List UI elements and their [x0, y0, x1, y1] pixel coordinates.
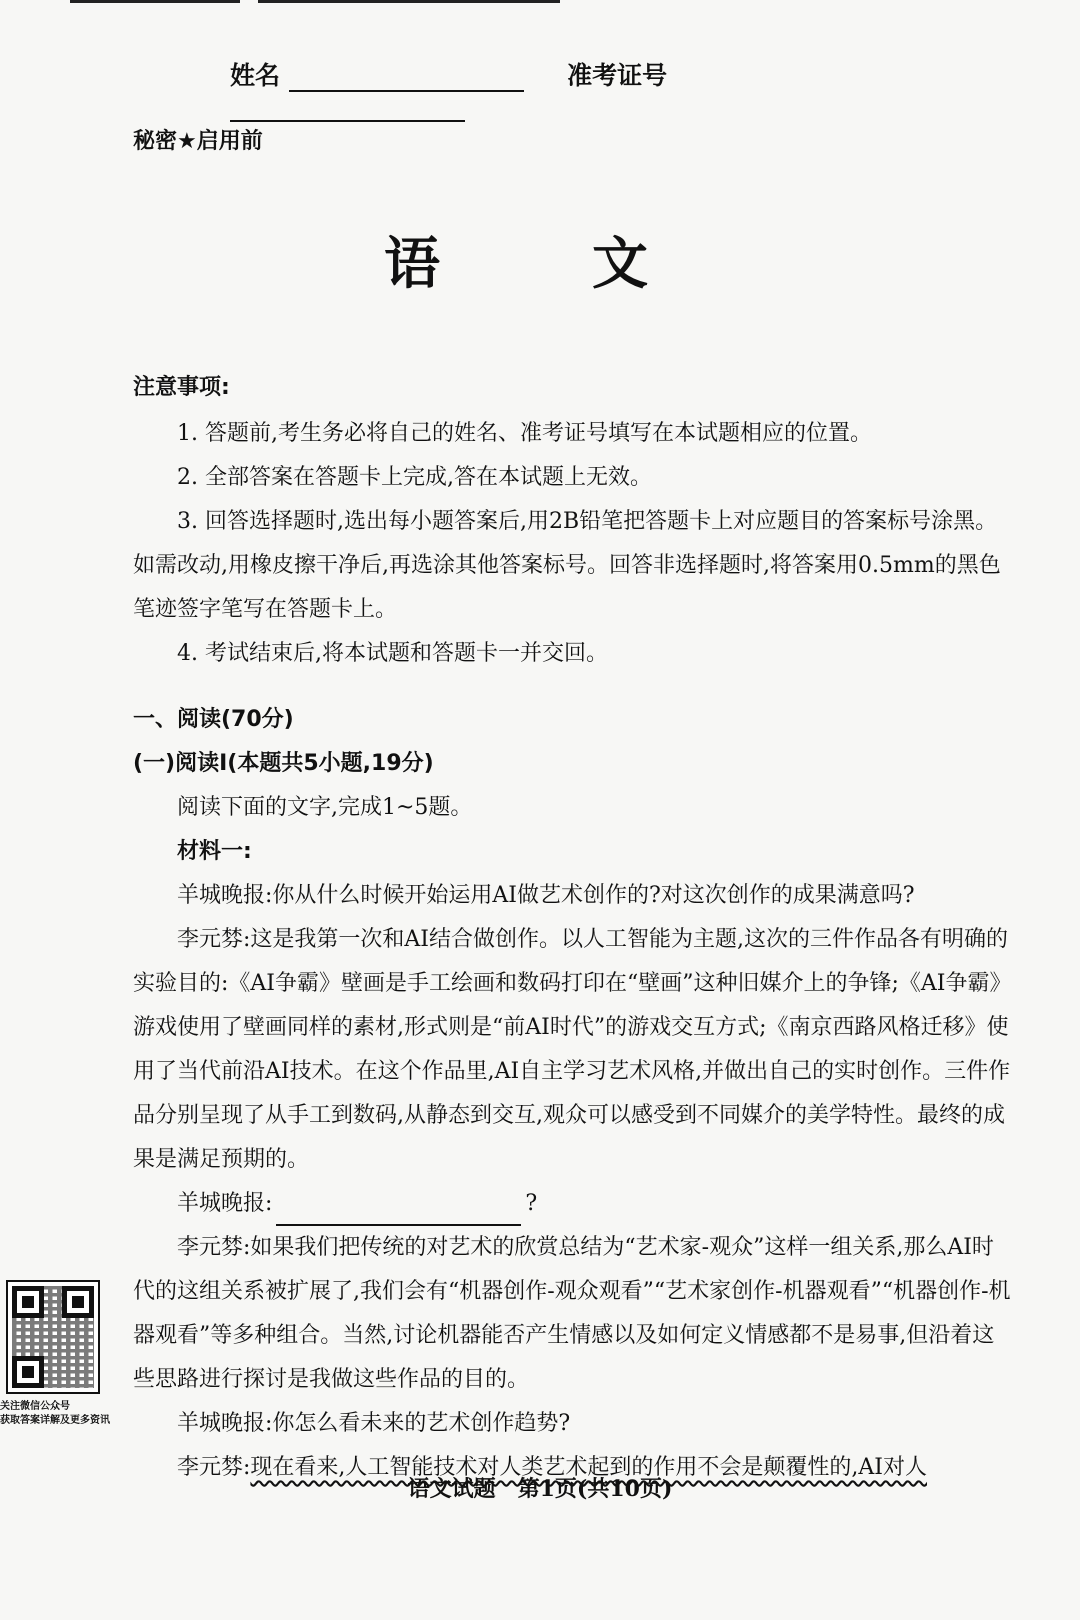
qr-caption-line-2: 获取答案详解及更多资讯 [0, 1415, 110, 1426]
candidate-info [230, 56, 890, 122]
notice-item: 4. 考试结束后,将本试题和答题卡一并交回。 [177, 641, 608, 666]
exam-content [133, 366, 1013, 1490]
confidential-mark: 秘密★启用前 [133, 129, 263, 154]
qr-finder-top-left [12, 1286, 44, 1318]
qr-caption-line-1: 关注微信公众号 [0, 1401, 70, 1412]
interview-answer: 李元棼:如果我们把传统的对艺术的欣赏总结为“艺术家-观众”这样一组关系,那么AI时代的这组关系被扩展了,我们会有“机器创作-观众观看”“艺术家创作-机器观看”“机器创作-机器观看”等多种组合。当然,讨论机器能否产生情感以及如何定义情感都不是易事,但沿着这些思路进行探讨是我做这些作品的目的。 [133, 1235, 1011, 1392]
page-title: 语 文 [384, 232, 696, 297]
qr-finder-top-right [62, 1286, 94, 1318]
wavy-underlined-text: 现在看来,人工智能技术对人类艺术起到的作用不会是颠覆性的,AI对人 [250, 1455, 927, 1480]
section-title: 一、阅读(70分) [133, 707, 294, 732]
exam-id-blank [230, 92, 465, 122]
answer-prefix: 李元棼: [177, 1455, 251, 1480]
subsection-title: (一)阅读Ⅰ(本题共5小题,19分) [133, 751, 434, 776]
page-footer: 语文试题 第1页(共10页) [407, 1476, 673, 1502]
notice-item: 3. 回答选择题时,选出每小题答案后,用2B铅笔把答题卡上对应题目的答案标号涂黑。如需改动,用橡皮擦干净后,再选涂其他答案标号。回答非选择题时,将答案用0.5mm的黑色笔迹签字笔写在答题卡上。 [133, 509, 1001, 622]
qr-finder-bottom-left [12, 1356, 44, 1388]
qr-caption [0, 1400, 120, 1428]
top-rule-right [258, 0, 560, 3]
material-label: 材料一: [177, 839, 252, 864]
reading-instruction: 阅读下面的文字,完成1~5题。 [177, 795, 473, 820]
exam-id-label: 准考证号 [567, 61, 668, 90]
question-prefix: 羊城晚报: [177, 1191, 273, 1216]
qr-code [6, 1280, 100, 1394]
interview-question: 羊城晚报:你怎么看未来的艺术创作趋势? [177, 1411, 571, 1436]
name-blank [289, 62, 524, 92]
notice-item: 2. 全部答案在答题卡上完成,答在本试题上无效。 [177, 465, 652, 490]
notice-title: 注意事项: [133, 375, 230, 400]
question-mark: ? [525, 1191, 538, 1216]
fill-in-blank [276, 1194, 521, 1226]
name-label: 姓名 [230, 61, 281, 90]
interview-answer: 李元棼:这是我第一次和AI结合做创作。以人工智能为主题,这次的三件作品各有明确的实验目的:《AI争霸》壁画是手工绘画和数码打印在“壁画”这种旧媒介上的争锋;《AI争霸》游戏使用了壁画同样的素材,形式则是“前AI时代”的游戏交互方式;《南京西路风格迁移》使用了当代前沿AI技术。在这个作品里,AI自主学习艺术风格,并做出自己的实时创作。三件作品分别呈现了从手工到数码,从静态到交互,观众可以感受到不同媒介的美学特性。最终的成果是满足预期的。 [133, 927, 1012, 1172]
interview-question-blank [133, 1182, 1013, 1226]
interview-question: 羊城晚报:你从什么时候开始运用AI做艺术创作的?对这次创作的成果满意吗? [177, 883, 915, 908]
notice-item: 1. 答题前,考生务必将自己的姓名、准考证号填写在本试题相应的位置。 [177, 421, 872, 446]
top-rule-left [70, 0, 240, 3]
